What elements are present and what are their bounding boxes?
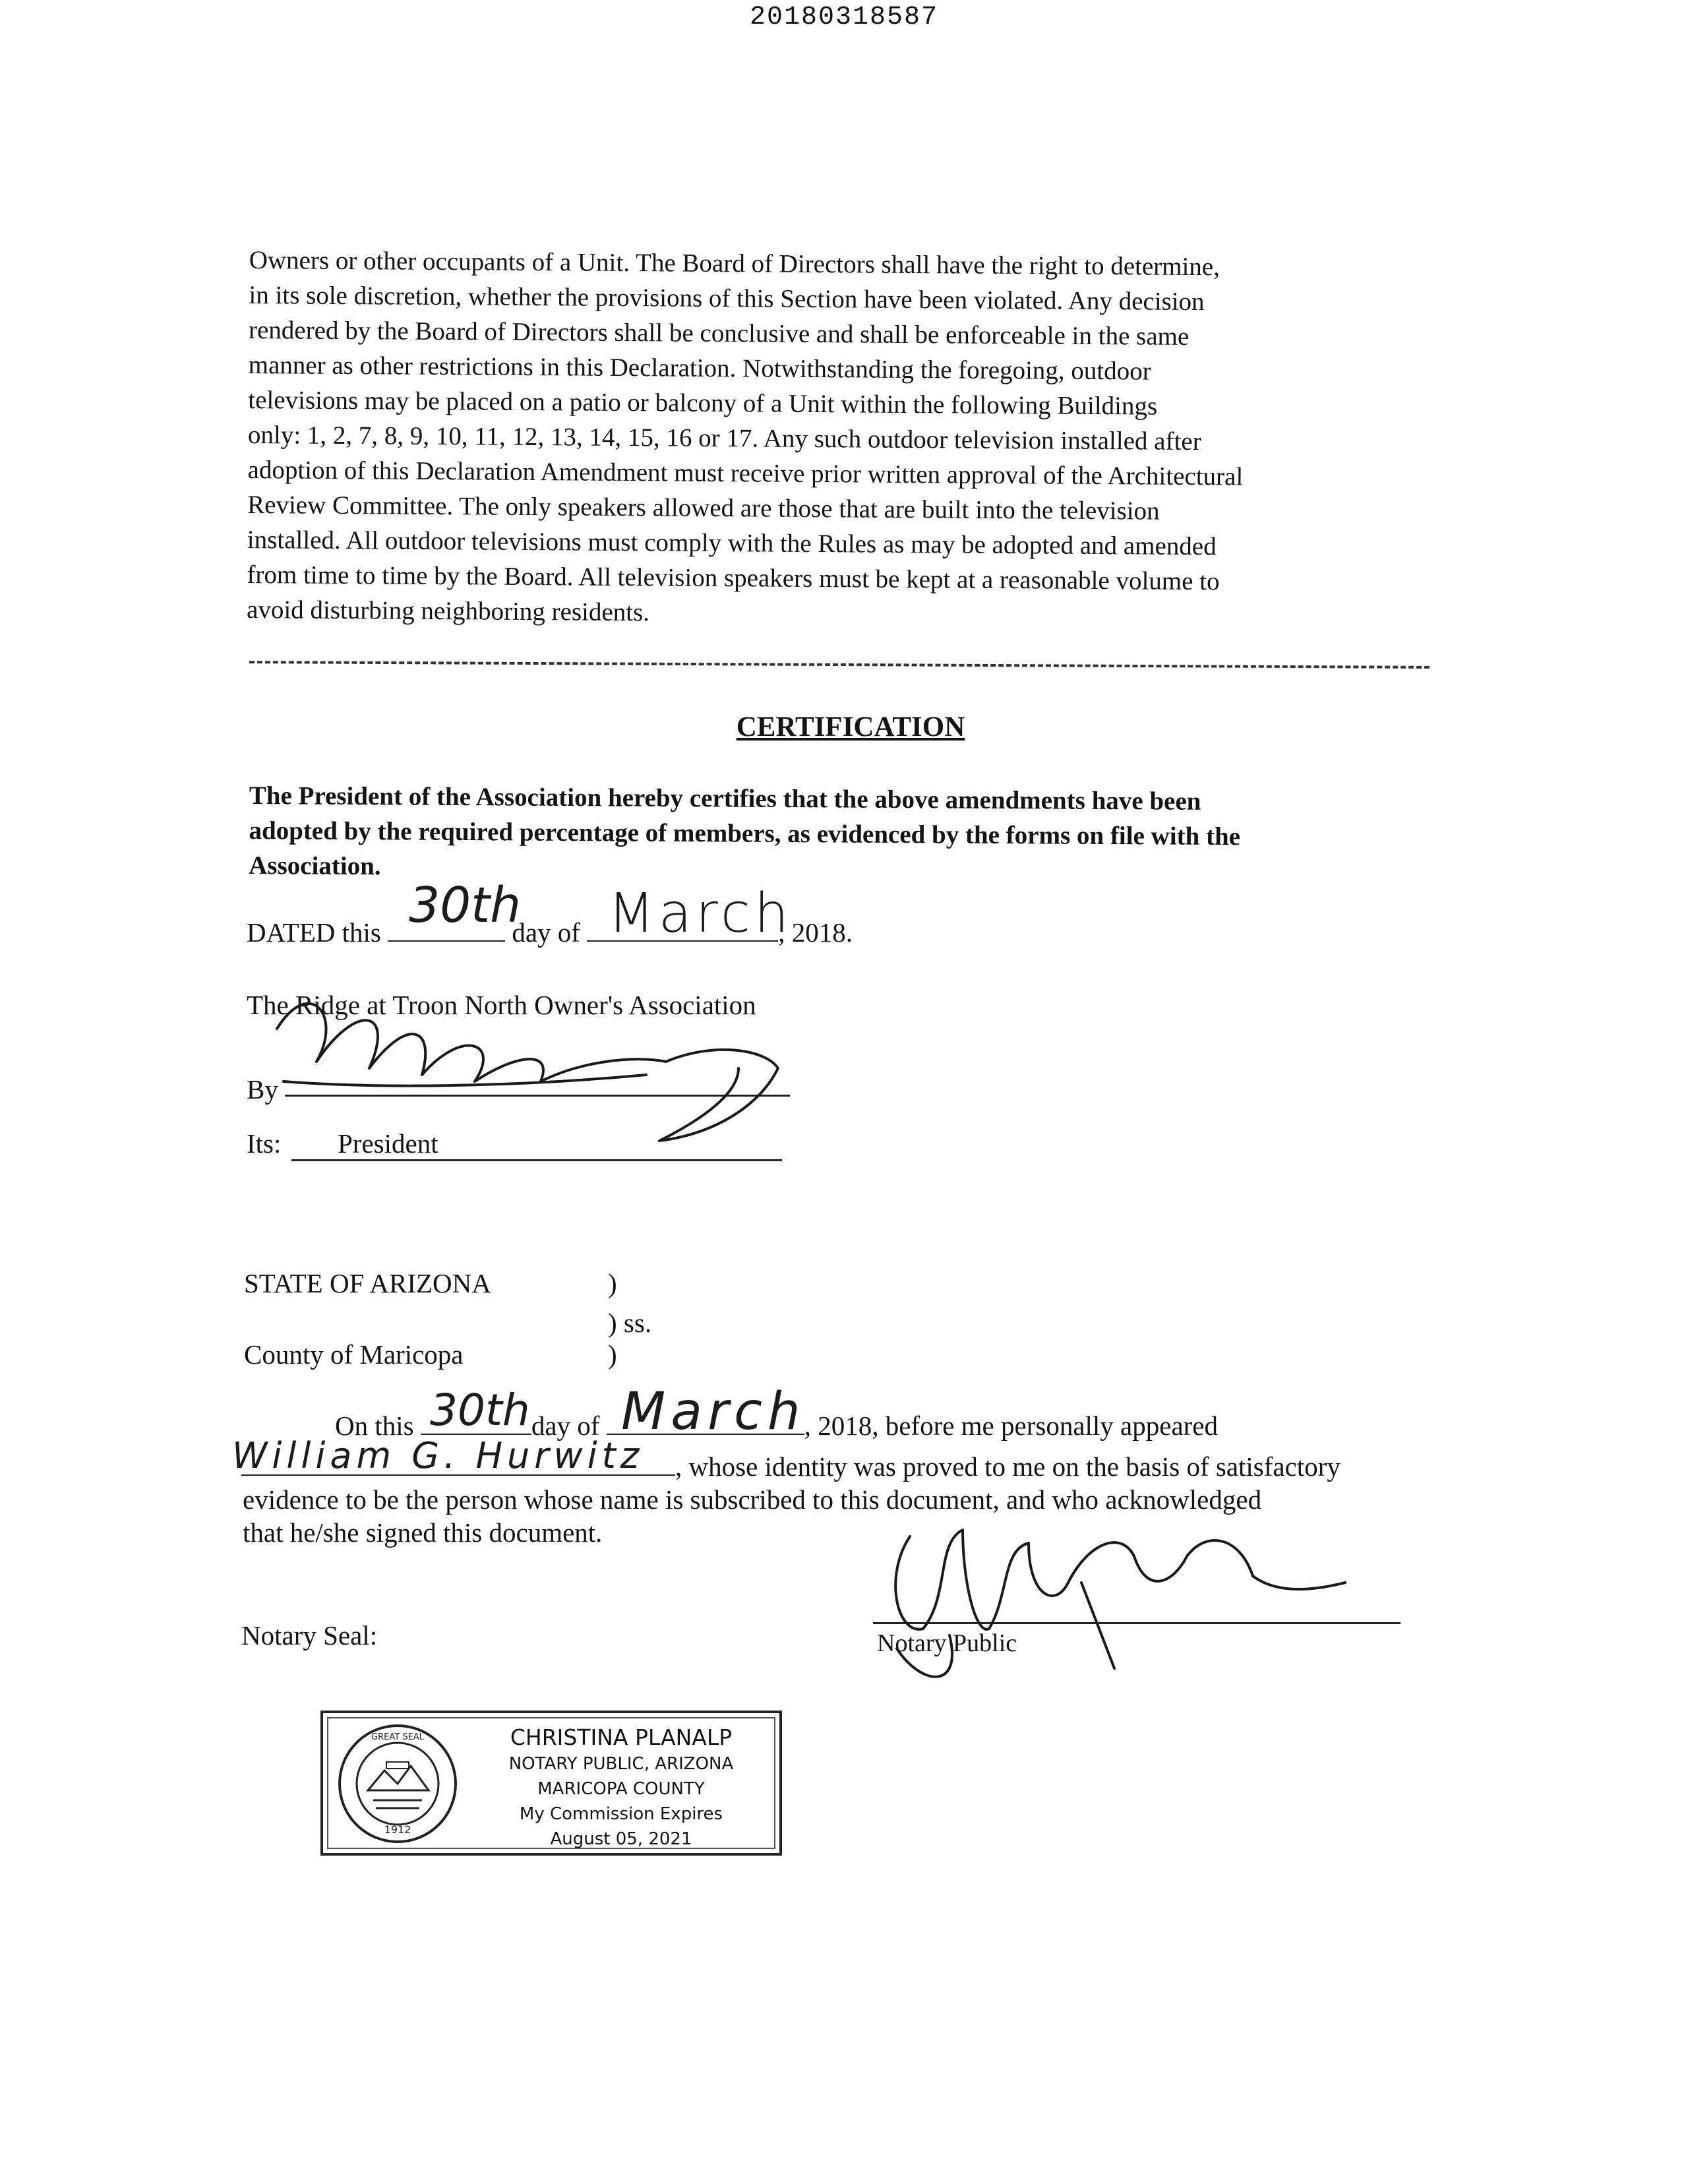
body-line: adoption of this Declaration Amendment must receive prior written approval of the Architectural: [247, 455, 1244, 491]
notary-line-3: evidence to be the person whose name is subscribed to this document, and who acknowledged: [243, 1484, 1262, 1515]
certification-title: CERTIFICATION: [736, 712, 965, 743]
body-line: Review Committee. The only speakers allowed are those that are built into the television: [247, 490, 1160, 526]
body-line: from time to time by the Board. All television speakers must be kept at a reasonable volume to: [247, 560, 1220, 596]
notary-month-handwriting: March: [621, 1382, 806, 1441]
paren-2: ): [608, 1339, 617, 1370]
notary-signature: [895, 1530, 1345, 1677]
body-line: only: 1, 2, 7, 8, 9, 10, 11, 12, 13, 14, 15, 16 or 17. Any such outdoor television installed after: [247, 420, 1201, 456]
stamp-commission: My Commission Expires: [519, 1804, 723, 1824]
certification-line: adopted by the required percentage of members, as evidenced by the forms on file with the: [249, 816, 1241, 851]
ss-label: ) ss.: [608, 1308, 652, 1338]
body-line: Owners or other occupants of a Unit. The Board of Directors shall have the right to determine,: [249, 245, 1221, 282]
stamp-expires: August 05, 2021: [550, 1829, 692, 1849]
person-name-handwriting: William G. Hurwitz: [232, 1435, 644, 1476]
body-line: televisions may be placed on a patio or balcony of a Unit within the following Buildings: [248, 385, 1158, 421]
notary-year-text: , 2018, before me personally appeared: [804, 1410, 1218, 1441]
notary-line-4: that he/she signed this document.: [243, 1517, 603, 1548]
certification-line: Association.: [249, 851, 381, 881]
body-line: in its sole discretion, whether the provisions of this Section have been violated. Any decision: [249, 280, 1205, 317]
dated-mid: day of: [512, 917, 580, 948]
notary-line-2-text: , whose identity was proved to me on the basis of satisfactory: [675, 1451, 1341, 1482]
svg-text:GREAT SEAL: GREAT SEAL: [371, 1732, 424, 1742]
state-label: STATE OF ARIZONA: [244, 1268, 491, 1298]
stamp-notary-name: CHRISTINA PLANALP: [510, 1724, 733, 1750]
body-line: avoid disturbing neighboring residents.: [246, 595, 650, 627]
by-label: By: [247, 1074, 278, 1105]
its-value: President: [338, 1128, 438, 1159]
paren-1: ): [608, 1268, 617, 1298]
dated-prefix: DATED this: [247, 917, 381, 948]
president-signature: [277, 1004, 778, 1141]
association-name: The Ridge at Troon North Owner's Association: [247, 990, 756, 1020]
dated-month-handwriting: March: [608, 882, 793, 945]
notary-seal-label: Notary Seal:: [241, 1620, 378, 1651]
stamp-text: [476, 1724, 766, 1852]
certification-line: The President of the Association hereby certifies that the above amendments have been: [249, 781, 1201, 816]
body-line: installed. All outdoor televisions must comply with the Rules as may be adopted and amended: [247, 525, 1217, 561]
on-this-label: On this: [335, 1410, 414, 1441]
county-label: County of Maricopa: [244, 1339, 464, 1370]
body-line: rendered by the Board of Directors shall be conclusive and shall be enforceable in the same: [248, 315, 1190, 351]
svg-text:1912: 1912: [384, 1823, 411, 1836]
dated-day-handwriting: 30th: [409, 877, 522, 934]
day-of-label: day of: [531, 1410, 600, 1441]
document-number: 20180318587: [749, 3, 939, 32]
body-line: manner as other restrictions in this Declaration. Notwithstanding the foregoing, outdoor: [248, 350, 1151, 386]
notary-day-handwriting: 30th: [430, 1385, 530, 1436]
notary-public-label: Notary Public: [877, 1629, 1017, 1657]
dated-suffix: , 2018.: [778, 917, 853, 948]
stamp-county: MARICOPA COUNTY: [537, 1779, 705, 1799]
its-label: Its:: [247, 1128, 282, 1159]
stamp-title: NOTARY PUBLIC, ARIZONA: [508, 1754, 734, 1774]
